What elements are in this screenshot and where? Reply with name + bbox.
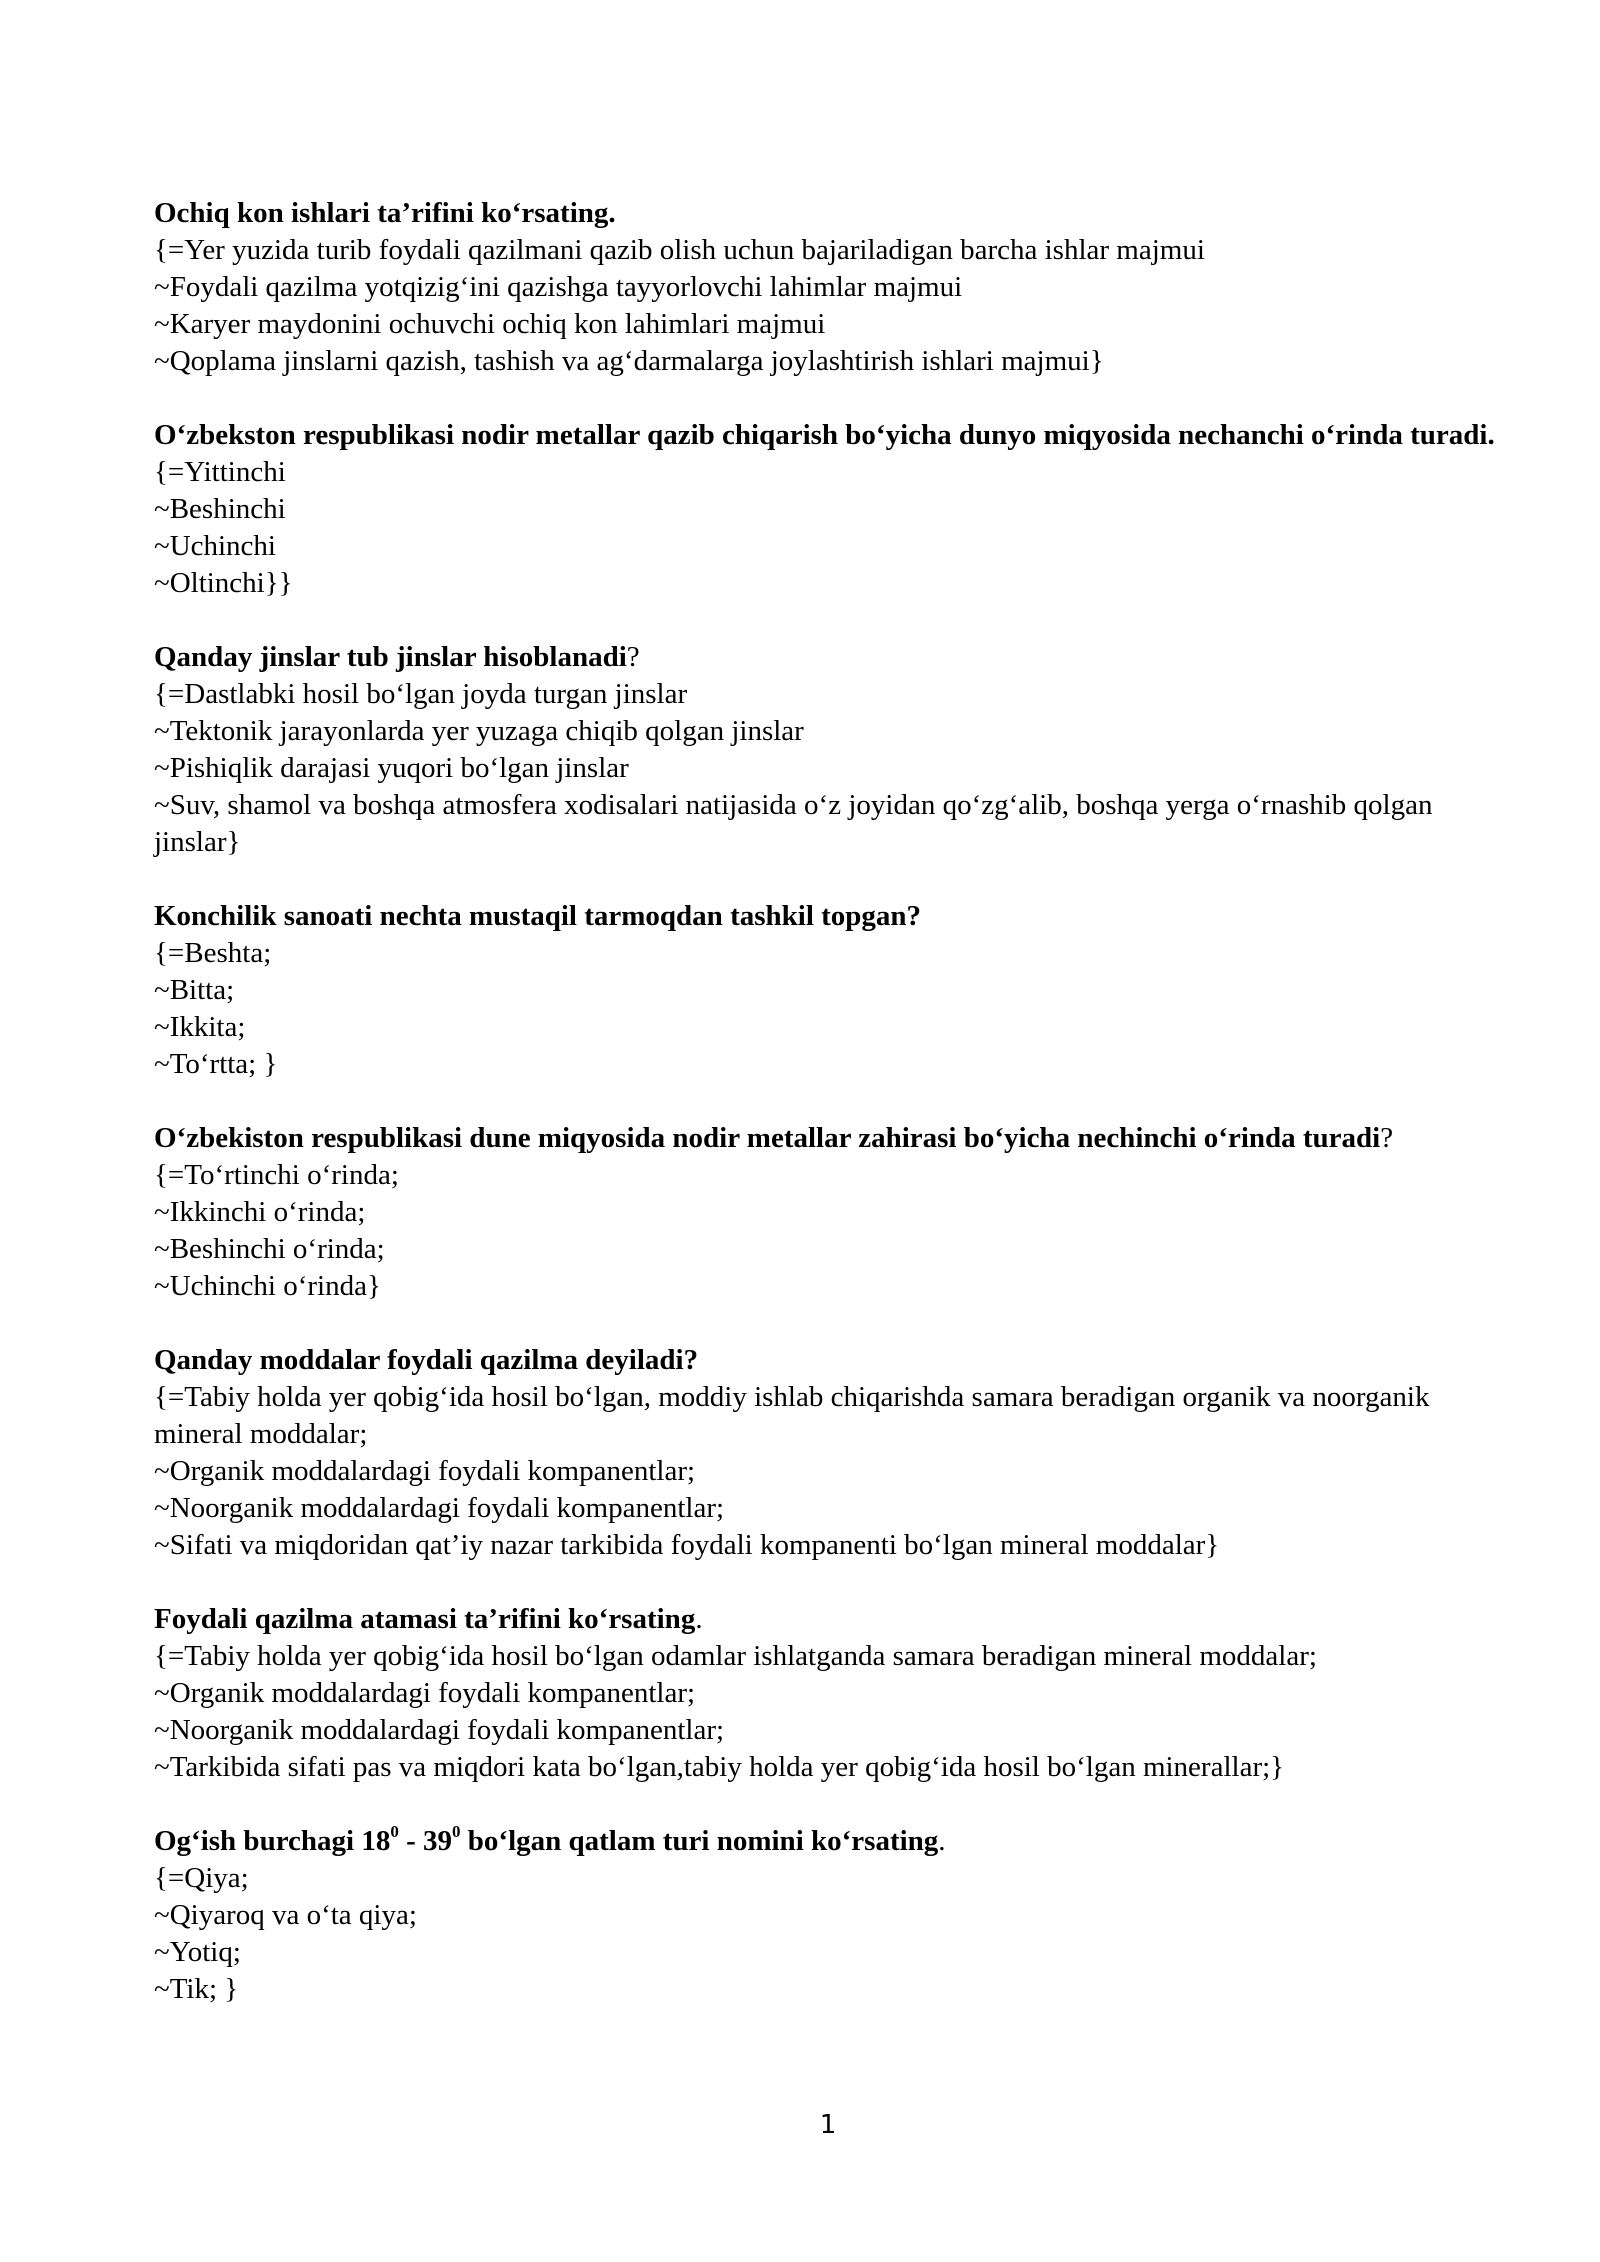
question-text: Konchilik sanoati nechta mustaqil tarmoqdan tashkil topgan?	[154, 900, 922, 932]
question-text: O‘zbekston respublikasi nodir metallar qazib chiqarish bo‘yicha dunyo miqyosida nechanchi o‘rinda turadi.	[154, 419, 1495, 451]
degree-superscript: 0	[390, 1822, 399, 1842]
answer-option: ~Sifati va miqdoridan qat’iy nazar tarkibida foydali kompanenti bo‘lgan mineral moddalar}	[154, 1529, 1220, 1561]
answer-option: ~Foydali qazilma yotqizig‘ini qazishga tayyorlovchi lahimlar majmui	[154, 271, 963, 303]
answer-option: ~Yotiq;	[154, 1936, 241, 1968]
answer-correct: {=Tabiy holda yer qobig‘ida hosil bo‘lgan, moddiy ishlab chiqarishda samara beradigan organik va noorganik mineral moddalar;	[154, 1381, 1430, 1450]
answer-option: ~Oltinchi}}	[154, 567, 293, 599]
answer-correct: {=To‘rtinchi o‘rinda;	[154, 1159, 399, 1191]
answer-option: ~Tik; }	[154, 1973, 239, 2005]
answer-option: ~Karyer maydonini ochuvchi ochiq kon lahimlari majmui	[154, 308, 826, 340]
answer-option: ~Bitta;	[154, 974, 235, 1006]
answer-option: ~Suv, shamol va boshqa atmosfera xodisalari natijasida o‘z joyidan qo‘zg‘alib, boshqa yerga o‘rnashib qolgan jinslar}	[154, 789, 1433, 858]
question-punctuation: .	[938, 1825, 946, 1857]
answer-correct: {=Qiya;	[154, 1862, 249, 1894]
question-block	[154, 195, 1504, 380]
answer-option: ~Pishiqlik darajasi yuqori bo‘lgan jinslar	[154, 752, 629, 784]
answer-correct: {=Beshta;	[154, 937, 272, 969]
question-punctuation: ?	[1380, 1122, 1394, 1154]
question-text: O‘zbekiston respublikasi dune miqyosida nodir metallar zahirasi bo‘yicha nechinchi o‘rinda turadi?	[154, 1122, 1394, 1154]
question-punctuation: ?	[626, 641, 640, 673]
question-block	[154, 639, 1504, 861]
answer-option: ~Uchinchi	[154, 530, 276, 562]
answer-option: ~To‘rtta; }	[154, 1048, 278, 1080]
answer-option: ~Beshinchi	[154, 493, 286, 525]
answer-correct: {=Yittinchi	[154, 456, 286, 488]
answer-correct: {=Dastlabki hosil bo‘lgan joyda turgan jinslar	[154, 678, 688, 710]
answer-option: ~Tektonik jarayonlarda yer yuzaga chiqib qolgan jinslar	[154, 715, 804, 747]
answer-option: ~Ikkita;	[154, 1011, 246, 1043]
page-number: 1	[819, 2110, 837, 2140]
degree-superscript: 0	[452, 1822, 461, 1842]
question-block	[154, 1601, 1504, 1786]
answer-option: ~Uchinchi o‘rinda}	[154, 1270, 381, 1302]
question-text: Qanday moddalar foydali qazilma deyiladi?	[154, 1344, 699, 1376]
question-text: Foydali qazilma atamasi ta’rifini ko‘rsating.	[154, 1603, 703, 1635]
answer-option: ~Organik moddalardagi foydali kompanentlar;	[154, 1677, 696, 1709]
answer-option: ~Ikkinchi o‘rinda;	[154, 1196, 366, 1228]
answer-option: ~Organik moddalardagi foydali kompanentlar;	[154, 1455, 696, 1487]
question-block	[154, 1342, 1504, 1564]
question-block	[154, 1823, 1504, 2008]
question-block	[154, 417, 1504, 602]
question-text: Qanday jinslar tub jinslar hisoblanadi?	[154, 641, 640, 673]
answer-option: ~Qiyaroq va o‘ta qiya;	[154, 1899, 417, 1931]
question-block	[154, 898, 1504, 1083]
question-text: Ochiq kon ishlari ta’rifini ko‘rsating.	[154, 197, 616, 229]
document-body	[154, 195, 1504, 2045]
answer-option: ~Noorganik moddalardagi foydali kompanentlar;	[154, 1492, 725, 1524]
answer-option: ~Noorganik moddalardagi foydali kompanentlar;	[154, 1714, 725, 1746]
answer-correct: {=Yer yuzida turib foydali qazilmani qazib olish uchun bajariladigan barcha ishlar majmui	[154, 234, 1205, 266]
answer-correct: {=Tabiy holda yer qobig‘ida hosil bo‘lgan odamlar ishlatganda samara beradigan mineral moddalar;	[154, 1640, 1317, 1672]
answer-option: ~Tarkibida sifati pas va miqdori kata bo‘lgan,tabiy holda yer qobig‘ida hosil bo‘lgan minerallar;}	[154, 1751, 1285, 1783]
answer-option: ~Qoplama jinslarni qazish, tashish va ag‘darmalarga joylashtirish ishlari majmui}	[154, 345, 1104, 377]
answer-option: ~Beshinchi o‘rinda;	[154, 1233, 385, 1265]
question-text: Og‘ish burchagi $18^0 - 39^0$ bo‘lgan qatlam turi nomini ko‘rsating.	[154, 1822, 946, 1857]
question-punctuation: .	[695, 1603, 703, 1635]
question-block	[154, 1120, 1504, 1305]
